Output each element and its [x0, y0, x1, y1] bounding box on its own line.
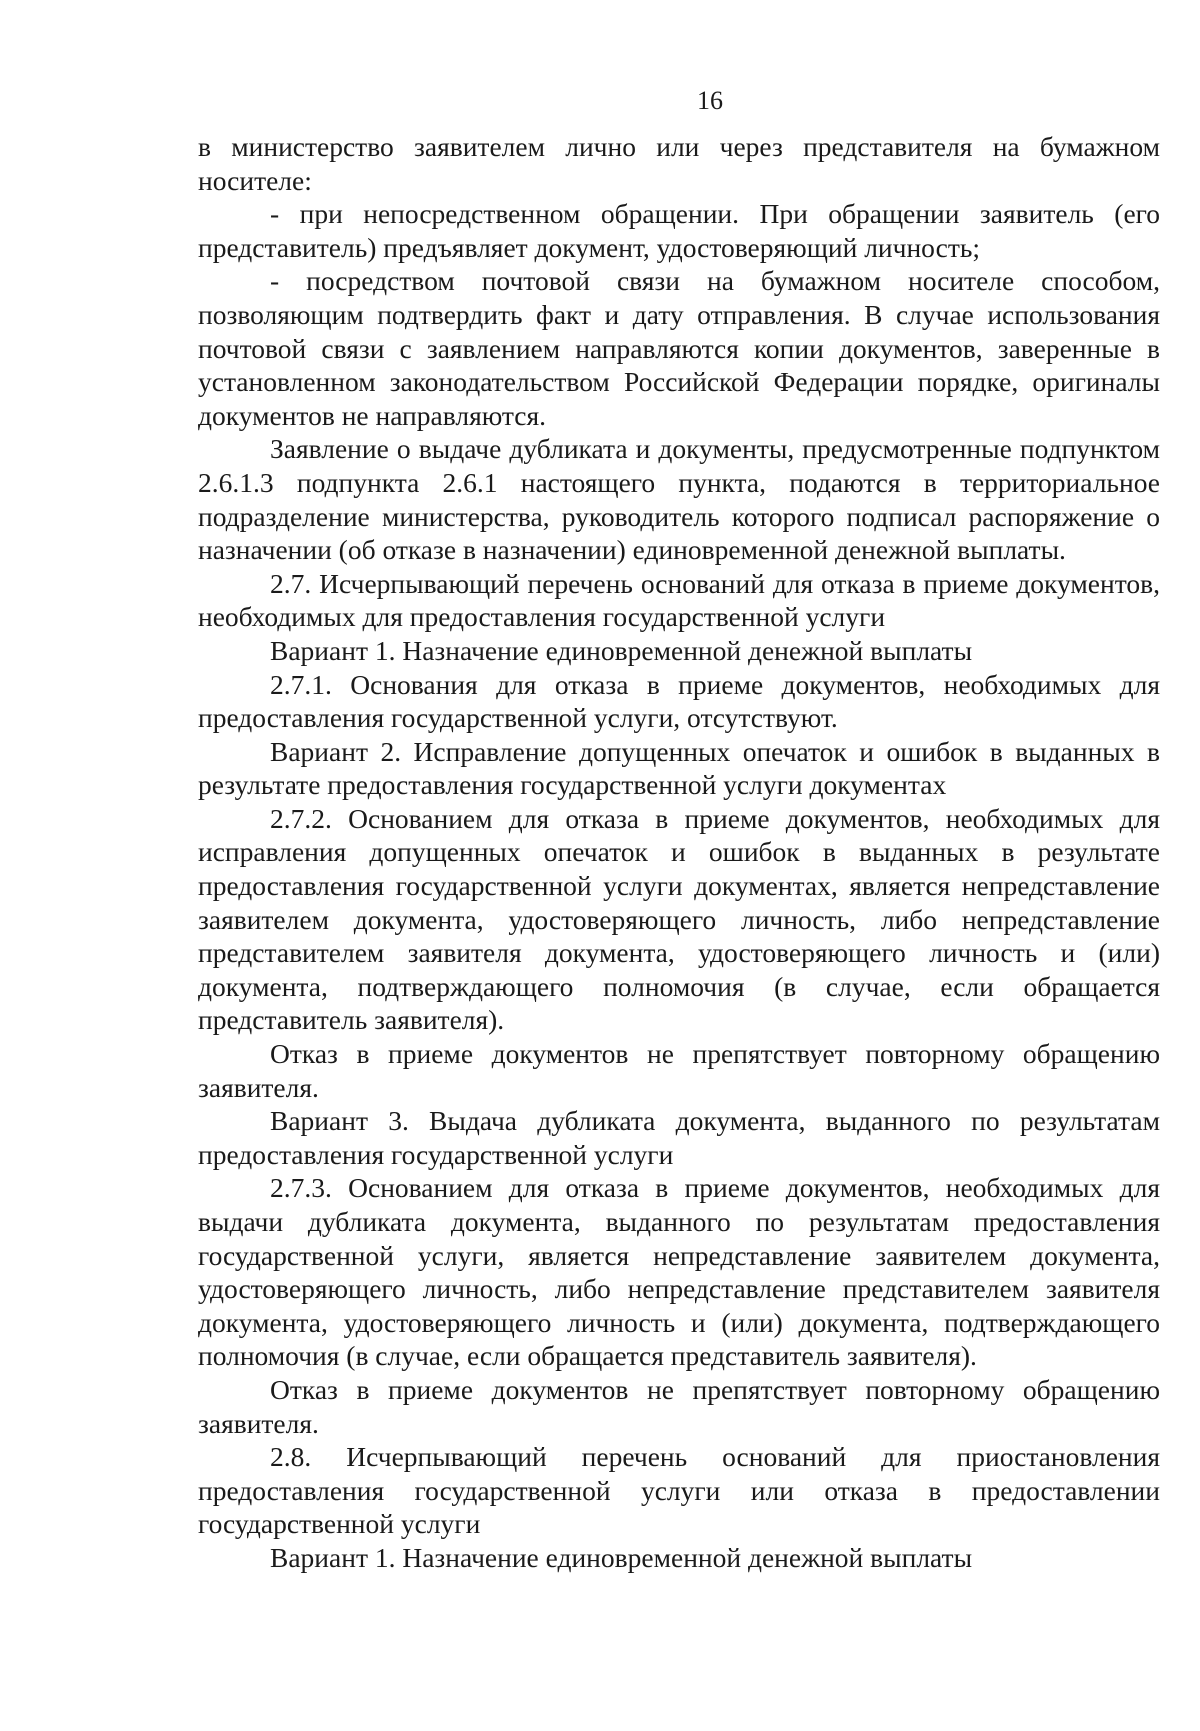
paragraph: Отказ в приеме документов не препятствует повторному обращению заявителя. [198, 1038, 1160, 1103]
paragraph: - при непосредственном обращении. При обращении заявитель (его представитель) предъявляет документ, удостоверяющий личность; [198, 198, 1160, 263]
variant-heading: Вариант 2. Исправление допущенных опечаток и ошибок в выданных в результате предоставления государственной услуги документах [198, 735, 1160, 801]
document-body [198, 130, 1160, 1575]
paragraph: в министерство заявителем лично или через представителя на бумажном носителе: [198, 131, 1160, 196]
paragraph: - посредством почтовой связи на бумажном носителе способом, позволяющим подтвердить факт и дату отправления. В случае использования почтовой связи с заявлением направляются копии документов, заверенные в установленном законодательством Российской Федерации порядке, оригиналы документов не направляются. [198, 265, 1160, 431]
variant-heading: Вариант 1. Назначение единовременной денежной выплаты [270, 634, 973, 666]
section-heading: 2.8. Исчерпывающий перечень оснований для приостановления предоставления государственной услуги или отказа в предоставлении государственной услуги [198, 1441, 1160, 1540]
paragraph: Заявление о выдаче дубликата и документы, предусмотренные подпунктом 2.6.1.3 подпункта 2.6.1 настоящего пункта, подаются в территориальное подразделение министерства, руководитель которого подписал распоряжение о назначении (об отказе в назначении) единовременной денежной выплаты. [198, 433, 1160, 566]
page-number: 16 [697, 86, 723, 115]
variant-heading: Вариант 1. Назначение единовременной денежной выплаты [270, 1541, 973, 1573]
paragraph: 2.7.1. Основания для отказа в приеме документов, необходимых для предоставления государственной услуги, отсутствуют. [198, 668, 1160, 734]
paragraph: 2.7.2. Основанием для отказа в приеме документов, необходимых для исправления допущенных опечаток и ошибок в выданных в результате предоставления государственной услуги документах, является непредставление заявителем документа, удостоверяющего личность, либо непредставление представителем заявителя документа, удостоверяющего личность и (или) документа, подтверждающего полномочия (в случае, если обращается представитель заявителя). [198, 802, 1160, 1036]
section-heading: 2.7. Исчерпывающий перечень оснований для отказа в приеме документов, необходимых для предоставления государственной услуги [198, 567, 1160, 633]
paragraph: 2.7.3. Основанием для отказа в приеме документов, необходимых для выдачи дубликата документа, выданного по результатам предоставления государственной услуги, является непредставление заявителем документа, удостоверяющего личность, либо непредставление представителем заявителя документа, удостоверяющего личность и (или) документа, подтверждающего полномочия (в случае, если обращается представитель заявителя). [198, 1172, 1160, 1372]
variant-heading: Вариант 3. Выдача дубликата документа, выданного по результатам предоставления государственной услуги [198, 1105, 1160, 1170]
paragraph: Отказ в приеме документов не препятствует повторному обращению заявителя. [198, 1373, 1160, 1439]
